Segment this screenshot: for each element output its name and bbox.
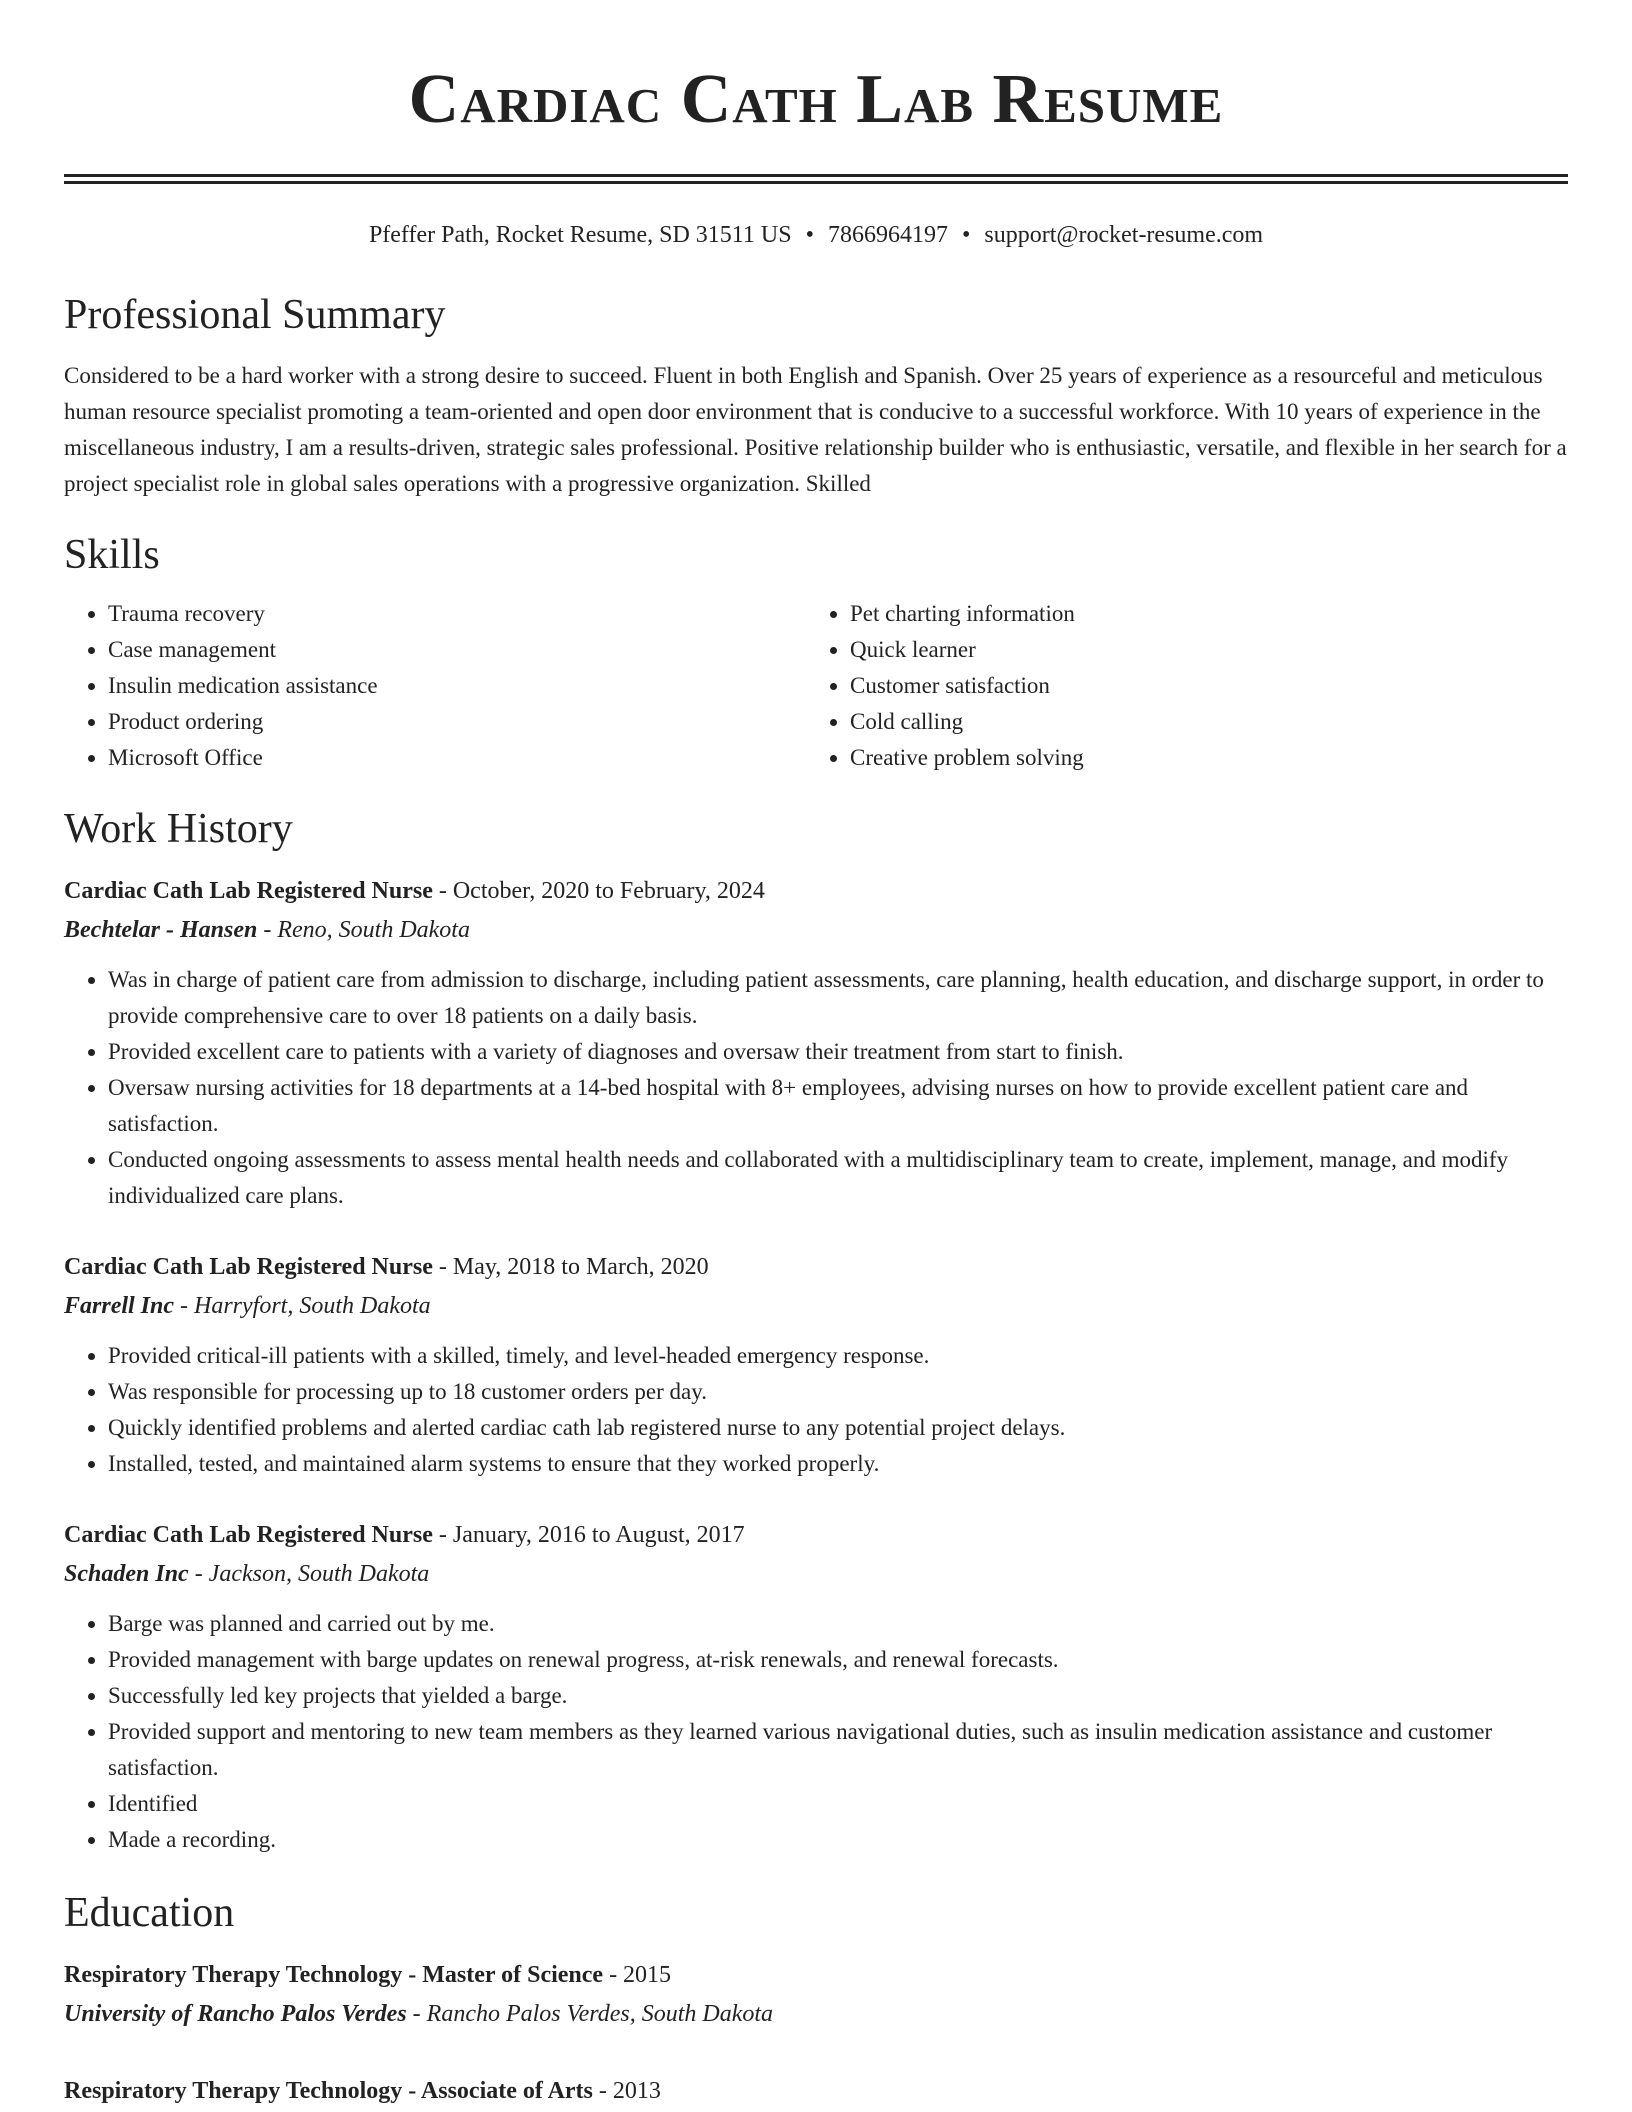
- job-location: - Harryfort, South Dakota: [174, 1293, 431, 1319]
- job-company: Farrell Inc: [64, 1293, 175, 1319]
- resume-title: Cardiac Cath Lab Resume: [408, 61, 1224, 138]
- contact-email: support@rocket-resume.com: [984, 222, 1264, 248]
- skill-item: • Quick learner: [850, 632, 1548, 668]
- job-title: Cardiac Cath Lab Registered Nurse: [64, 878, 433, 904]
- skill-item: • Cold calling: [850, 704, 1548, 740]
- job-bullet: • Oversaw nursing activities for 18 departments at a 14-bed hospital with 8+ employees, advising nurses on how to provide excellent patient care and satisfaction.: [108, 1070, 1568, 1142]
- contact-phone: 7866964197: [827, 222, 948, 248]
- degree-line: [64, 1956, 1568, 1994]
- skill-item: • Product ordering: [108, 704, 806, 740]
- job-bullet: • Provided support and mentoring to new team members as they learned various navigational duties, such as insulin medication assistance and customer satisfaction.: [108, 1714, 1568, 1786]
- skill-item: • Microsoft Office: [108, 740, 806, 776]
- education-entry: [64, 2072, 1568, 2110]
- education-entry: [64, 1956, 1568, 2034]
- school-location: - Rancho Palos Verdes, South Dakota: [406, 2001, 774, 2027]
- job-entry: [64, 1516, 1568, 1858]
- job-bullets: [64, 962, 1568, 1214]
- work-history-heading: Work History: [64, 806, 293, 852]
- job-title: Cardiac Cath Lab Registered Nurse: [64, 1254, 433, 1280]
- job-company-line: [64, 910, 1568, 950]
- job-entry: [64, 1248, 1568, 1482]
- job-company: Bechtelar - Hansen: [64, 917, 258, 943]
- skill-item: • Insulin medication assistance: [108, 668, 806, 704]
- job-title-line: [64, 872, 1568, 910]
- job-dates: - October, 2020 to February, 2024: [432, 878, 765, 904]
- job-dates: - May, 2018 to March, 2020: [432, 1254, 709, 1280]
- job-location: - Jackson, South Dakota: [188, 1561, 430, 1587]
- job-company-line: [64, 1554, 1568, 1594]
- job-entry: [64, 872, 1568, 1214]
- job-bullet: • Quickly identified problems and alerted cardiac cath lab registered nurse to any potential project delays.: [108, 1410, 1568, 1446]
- school-line: [64, 1994, 1568, 2034]
- education-heading: Education: [64, 1890, 235, 1936]
- job-bullet: • Made a recording.: [108, 1822, 1568, 1858]
- skills-heading: Skills: [64, 532, 160, 578]
- skills-left-list: [64, 596, 806, 776]
- contact-separator: •: [961, 222, 971, 248]
- job-bullets: [64, 1338, 1568, 1482]
- degree: Respiratory Therapy Technology - Associate of Arts: [64, 2078, 593, 2104]
- job-bullet: • Provided excellent care to patients with a variety of diagnoses and oversaw their treatment from start to finish.: [108, 1034, 1568, 1070]
- skill-item: • Trauma recovery: [108, 596, 806, 632]
- job-title: Cardiac Cath Lab Registered Nurse: [64, 1522, 433, 1548]
- skill-item: • Case management: [108, 632, 806, 668]
- job-dates: - January, 2016 to August, 2017: [432, 1522, 745, 1548]
- summary-text: Considered to be a hard worker with a strong desire to succeed. Fluent in both English and Spanish. Over 25 years of experience as a resourceful and meticulous human resource specialist promoting a team-oriented and open door environment that is conducive to a successful workforce. With 10 years of experience in the miscellaneous industry, I am a results-driven, strategic sales professional. Positive relationship builder who is enthusiastic, versatile, and flexible in her search for a project specialist role in global sales operations with a progressive organization. Skilled: [64, 363, 1567, 496]
- job-bullet: • Provided critical-ill patients with a skilled, timely, and level-headed emergency response.: [108, 1338, 1568, 1374]
- job-bullet: • Was in charge of patient care from admission to discharge, including patient assessments, care planning, health education, and discharge support, in order to provide comprehensive care to over 18 patients on a daily basis.: [108, 962, 1568, 1034]
- job-bullet: • Barge was planned and carried out by me.: [108, 1606, 1568, 1642]
- degree-line: [64, 2072, 1568, 2110]
- skills-right-list: [806, 596, 1548, 776]
- contact-separator: •: [805, 222, 814, 248]
- degree: Respiratory Therapy Technology - Master of Science: [64, 1962, 604, 1988]
- job-title-line: [64, 1516, 1568, 1554]
- job-company: Schaden Inc: [64, 1561, 189, 1587]
- title-double-rule: [64, 174, 1568, 184]
- job-bullets: [64, 1606, 1568, 1858]
- job-bullet: • Conducted ongoing assessments to assess mental health needs and collaborated with a multidisciplinary team to create, implement, manage, and modify individualized care plans.: [108, 1142, 1568, 1214]
- job-bullet: • Provided management with barge updates on renewal progress, at-risk renewals, and renewal forecasts.: [108, 1642, 1568, 1678]
- job-bullet: • Was responsible for processing up to 18 customer orders per day.: [108, 1374, 1568, 1410]
- skill-item: • Pet charting information: [850, 596, 1548, 632]
- contact-address: Pfeffer Path, Rocket Resume, SD 31511 US: [368, 222, 792, 248]
- job-location: - Reno, South Dakota: [257, 917, 470, 943]
- job-title-line: [64, 1248, 1568, 1286]
- job-bullet: • Successfully led key projects that yielded a barge.: [108, 1678, 1568, 1714]
- job-bullet: • Identified: [108, 1786, 1568, 1822]
- skills-columns: [64, 596, 1568, 776]
- skill-item: • Customer satisfaction: [850, 668, 1548, 704]
- summary-heading: Professional Summary: [64, 292, 446, 338]
- graduation-year: - 2015: [603, 1962, 672, 1988]
- school: University of Rancho Palos Verdes: [64, 2001, 407, 2027]
- skill-item: • Creative problem solving: [850, 740, 1548, 776]
- graduation-year: - 2013: [592, 2078, 661, 2104]
- job-bullet: • Installed, tested, and maintained alarm systems to ensure that they worked properly.: [108, 1446, 1568, 1482]
- job-company-line: [64, 1286, 1568, 1326]
- contact-line: [64, 220, 1568, 250]
